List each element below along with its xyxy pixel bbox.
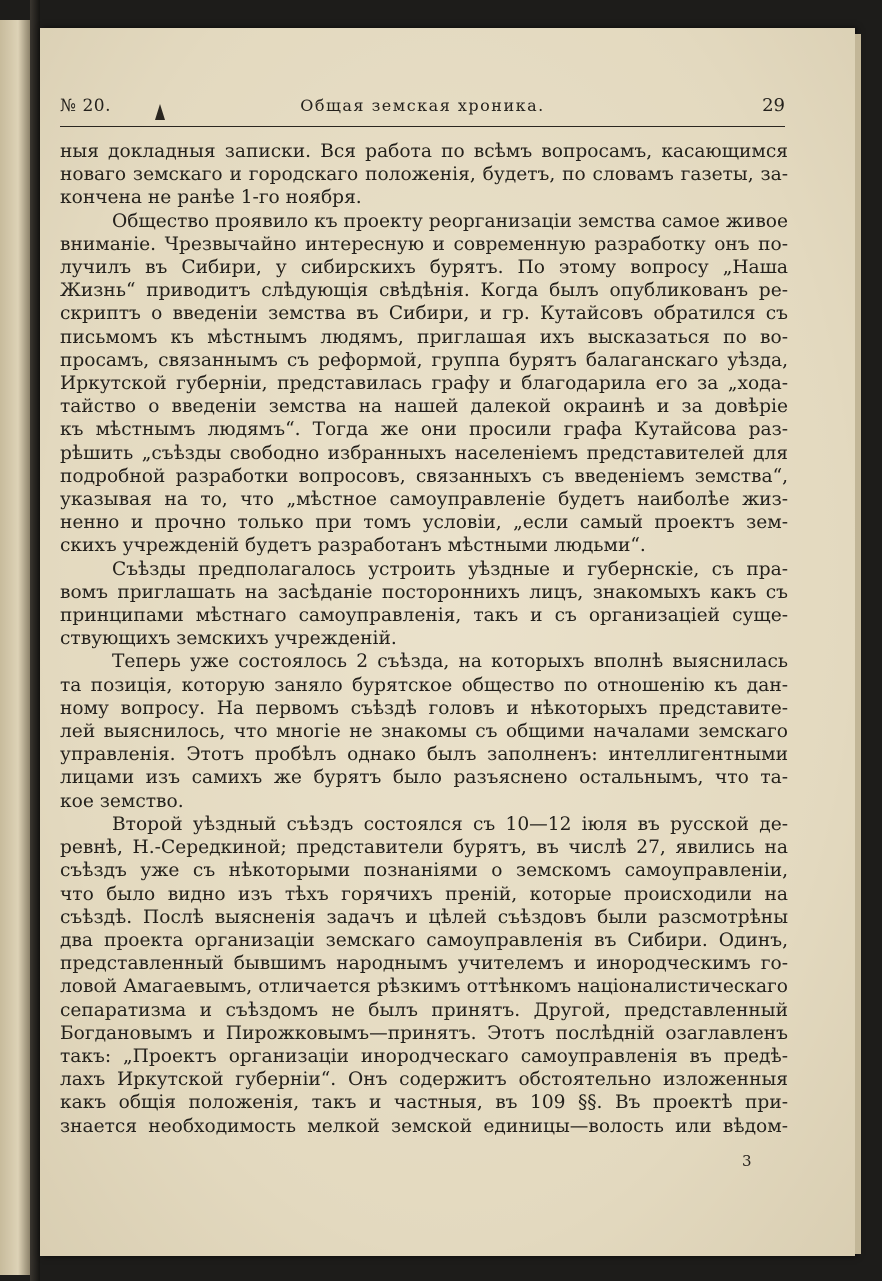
previous-page-edge xyxy=(0,20,30,1275)
text-line: два проекта организаціи земскаго самоуправленія въ Сибири. Одинъ, xyxy=(60,929,788,951)
printer-signature: 3 xyxy=(742,1152,752,1170)
text-line: что было видно изъ тѣхъ горячихъ преній, которые происходили на xyxy=(60,883,788,905)
text-line: лей выяснилось, что многіе не знакомы съ общими началами земскаго xyxy=(60,721,788,743)
text-line: новаго земскаго и городскаго положенія, будетъ, по словамъ газеты, за- xyxy=(60,164,788,186)
text-line: Богдановымъ и Пирожковымъ—принятъ. Этотъ послѣдній озаглавленъ xyxy=(60,1022,788,1044)
text-line: просамъ, связаннымъ съ реформой, группа бурятъ балаганскаго уѣзда, xyxy=(60,349,788,371)
body-text xyxy=(60,140,788,1138)
text-line: вомъ приглашать на засѣданіе постороннихъ лицъ, знакомыхъ какъ съ xyxy=(60,581,788,603)
text-line: Иркутской губерніи, представилась графу и благодарила его за „хода- xyxy=(60,373,788,395)
header-title: Общая земская хроника. xyxy=(300,96,545,115)
text-line: Общество проявило къ проекту реорганизаціи земства самое живое xyxy=(112,210,788,232)
text-line: кончена не ранѣе 1-го ноября. xyxy=(60,187,362,209)
text-line: лучилъ въ Сибири, у сибирскихъ бурятъ. По этому вопросу „Наша xyxy=(60,257,788,279)
text-line: Второй уѣздный съѣздъ состоялся съ 10—12 іюля въ русской де- xyxy=(112,813,788,835)
text-line: вниманіе. Чрезвычайно интересную и современную разработку онъ по- xyxy=(60,233,788,255)
text-line: лахъ Иркутской губерніи“. Онъ содержитъ обстоятельно изложенныя xyxy=(60,1069,788,1091)
text-line: такъ: „Проектъ организаціи инородческаго самоуправленія въ предѣ- xyxy=(60,1045,788,1067)
text-line: лицами изъ самихъ же бурятъ было разъяснено остальнымъ, что та- xyxy=(60,767,788,789)
text-line: Теперь уже состоялось 2 съѣзда, на которыхъ вполнѣ выяснилась xyxy=(112,651,788,673)
text-line: управленія. Этотъ пробѣлъ однако былъ заполненъ: интеллигентными xyxy=(60,744,788,766)
text-line: ныя докладныя записки. Вся работа по всѣмъ вопросамъ, касающимся xyxy=(60,141,788,162)
text-line: кое земство. xyxy=(60,790,184,812)
text-line: представленный бывшимъ народнымъ учителемъ и инородческимъ го- xyxy=(60,953,788,975)
book-page xyxy=(40,28,855,1256)
text-line: та позиція, которую заняло бурятское общество по отношенію къ дан- xyxy=(60,674,788,696)
text-line: Жизнь“ приводитъ слѣдующія свѣдѣнія. Когда былъ опубликованъ ре- xyxy=(60,280,788,302)
text-line: съѣздъ уже съ нѣкоторыми познаніями о земскомъ самоуправленіи, xyxy=(60,860,788,882)
text-line: принципами мѣстнаго самоуправленія, такъ и съ организаціей суще- xyxy=(60,605,788,627)
text-line: къ мѣстнымъ людямъ“. Тогда же они просили графа Кутайсова раз- xyxy=(60,419,788,441)
text-line: ному вопросу. На первомъ съѣздѣ головъ и нѣкоторыхъ представите- xyxy=(60,697,788,719)
text-line: съѣздѣ. Послѣ выясненія задачъ и цѣлей съѣздовъ были разсмотрѣны xyxy=(60,906,788,928)
text-line: рѣшить „съѣзды свободно избранныхъ населеніемъ представителей для xyxy=(60,442,788,464)
text-line: письмомъ къ мѣстнымъ людямъ, приглашая ихъ высказаться по во- xyxy=(60,326,788,348)
text-line: сепаратизма и съѣздомъ не былъ принятъ. Другой, представленный xyxy=(60,999,788,1021)
text-line: какъ общія положенія, такъ и частныя, въ 109 §§. Въ проектѣ при- xyxy=(60,1092,788,1114)
page-right-edge xyxy=(855,34,861,1254)
text-line: Съѣзды предполагалось устроить уѣздные и губернскіе, съ пра- xyxy=(112,558,788,580)
text-line: ревнѣ, Н.-Середкиной; представители бурятъ, въ числѣ 27, явились на xyxy=(60,837,788,859)
page-number: 29 xyxy=(762,95,785,116)
text-line: скриптъ о введеніи земства въ Сибири, и гр. Кутайсовъ обратился съ xyxy=(60,303,788,325)
text-line: знается необходимость мелкой земской единицы—волость или вѣдом- xyxy=(60,1115,788,1137)
book-gutter xyxy=(30,0,40,1281)
text-line: ствующихъ земскихъ учрежденій. xyxy=(60,628,397,650)
text-line: скихъ учрежденій будетъ разработанъ мѣстными людьми“. xyxy=(60,535,646,557)
text-line: подробной разработки вопросовъ, связанныхъ съ введеніемъ земства“, xyxy=(60,465,788,487)
running-header xyxy=(60,92,785,127)
text-line: ловой Амагаевымъ, отличается рѣзкимъ оттѣнкомъ націоналистическаго xyxy=(60,976,788,998)
issue-number: № 20. xyxy=(60,96,112,116)
text-line: тайство о введеніи земства на нашей далекой окраинѣ и за довѣріе xyxy=(60,396,788,418)
text-line: указывая на то, что „мѣстное самоуправленіе будетъ наиболѣе жиз- xyxy=(60,489,788,511)
text-line: ненно и прочно только при томъ условіи, „если самый проектъ зем- xyxy=(60,512,788,534)
